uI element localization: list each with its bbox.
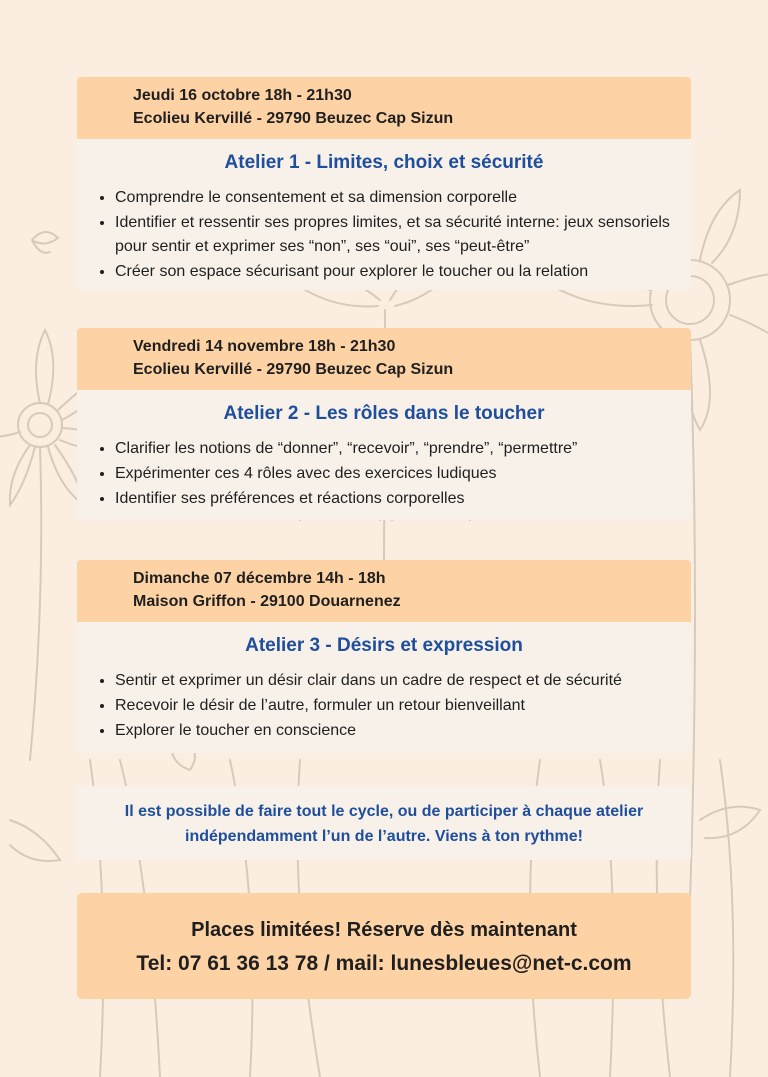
workshop-3: [77, 560, 691, 753]
workshop-2-list: [77, 436, 691, 511]
workshop-1-title: Atelier 1 - Limites, choix et sécurité: [224, 152, 544, 173]
workshop-2-title: Atelier 2 - Les rôles dans le toucher: [223, 403, 545, 424]
workshop-3-card: [77, 622, 691, 753]
workshop-1-list: [77, 185, 691, 284]
workshop-1-place: Ecolieu Kervillé - 29790 Beuzec Cap Sizun: [133, 110, 454, 127]
contact-info: Tel: 07 61 36 13 78 / mail: lunesbleues@net-c.com: [136, 952, 632, 975]
workshop-2-card: [77, 390, 691, 520]
workshop-1-card: [77, 139, 691, 290]
workshop-3-list: [77, 668, 691, 743]
cycle-note-line2: indépendamment l’un de l’autre. Viens à ton rythme!: [185, 828, 583, 845]
workshop-2-date: Vendredi 14 novembre 18h - 21h30: [133, 338, 396, 355]
cycle-note: [77, 786, 691, 860]
cycle-note-line1: Il est possible de faire tout le cycle, ou de participer à chaque atelier: [124, 803, 644, 820]
workshop-3-header: [77, 560, 691, 622]
workshop-1: [77, 77, 691, 290]
workshop-1-date: Jeudi 16 octobre 18h - 21h30: [133, 87, 352, 104]
list-item: • Explorer le toucher en conscience: [115, 718, 691, 743]
booking-banner: [77, 893, 691, 999]
workshop-2: [77, 328, 691, 520]
list-item: • Expérimenter ces 4 rôles avec des exercices ludiques: [115, 461, 691, 486]
workshop-2-place: Ecolieu Kervillé - 29790 Beuzec Cap Sizun: [133, 361, 454, 378]
list-item: • Identifier et ressentir ses propres limites, et sa sécurité interne: jeux sensoriels pour sentir et exprimer ses “non”, ses “oui”, ses “peut-être”: [115, 210, 691, 259]
butterfly-illustration: [32, 232, 58, 253]
list-item: • Sentir et exprimer un désir clair dans un cadre de respect et de sécurité: [115, 668, 691, 693]
workshop-2-header: [77, 328, 691, 390]
workshop-3-date: Dimanche 07 décembre 14h - 18h: [133, 570, 386, 587]
workshop-3-place: Maison Griffon - 29100 Douarnenez: [133, 593, 401, 610]
list-item: • Identifier ses préférences et réactions corporelles: [115, 486, 691, 511]
booking-headline: Places limitées! Réserve dès maintenant: [191, 919, 577, 941]
workshop-1-header: [77, 77, 691, 139]
list-item: • Recevoir le désir de l’autre, formuler un retour bienveillant: [115, 693, 691, 718]
list-item: • Créer son espace sécurisant pour explorer le toucher ou la relation: [115, 259, 691, 284]
list-item: • Comprendre le consentement et sa dimension corporelle: [115, 185, 691, 210]
list-item: • Clarifier les notions de “donner”, “recevoir”, “prendre”, “permettre”: [115, 436, 691, 461]
workshop-3-title: Atelier 3 - Désirs et expression: [245, 635, 523, 656]
